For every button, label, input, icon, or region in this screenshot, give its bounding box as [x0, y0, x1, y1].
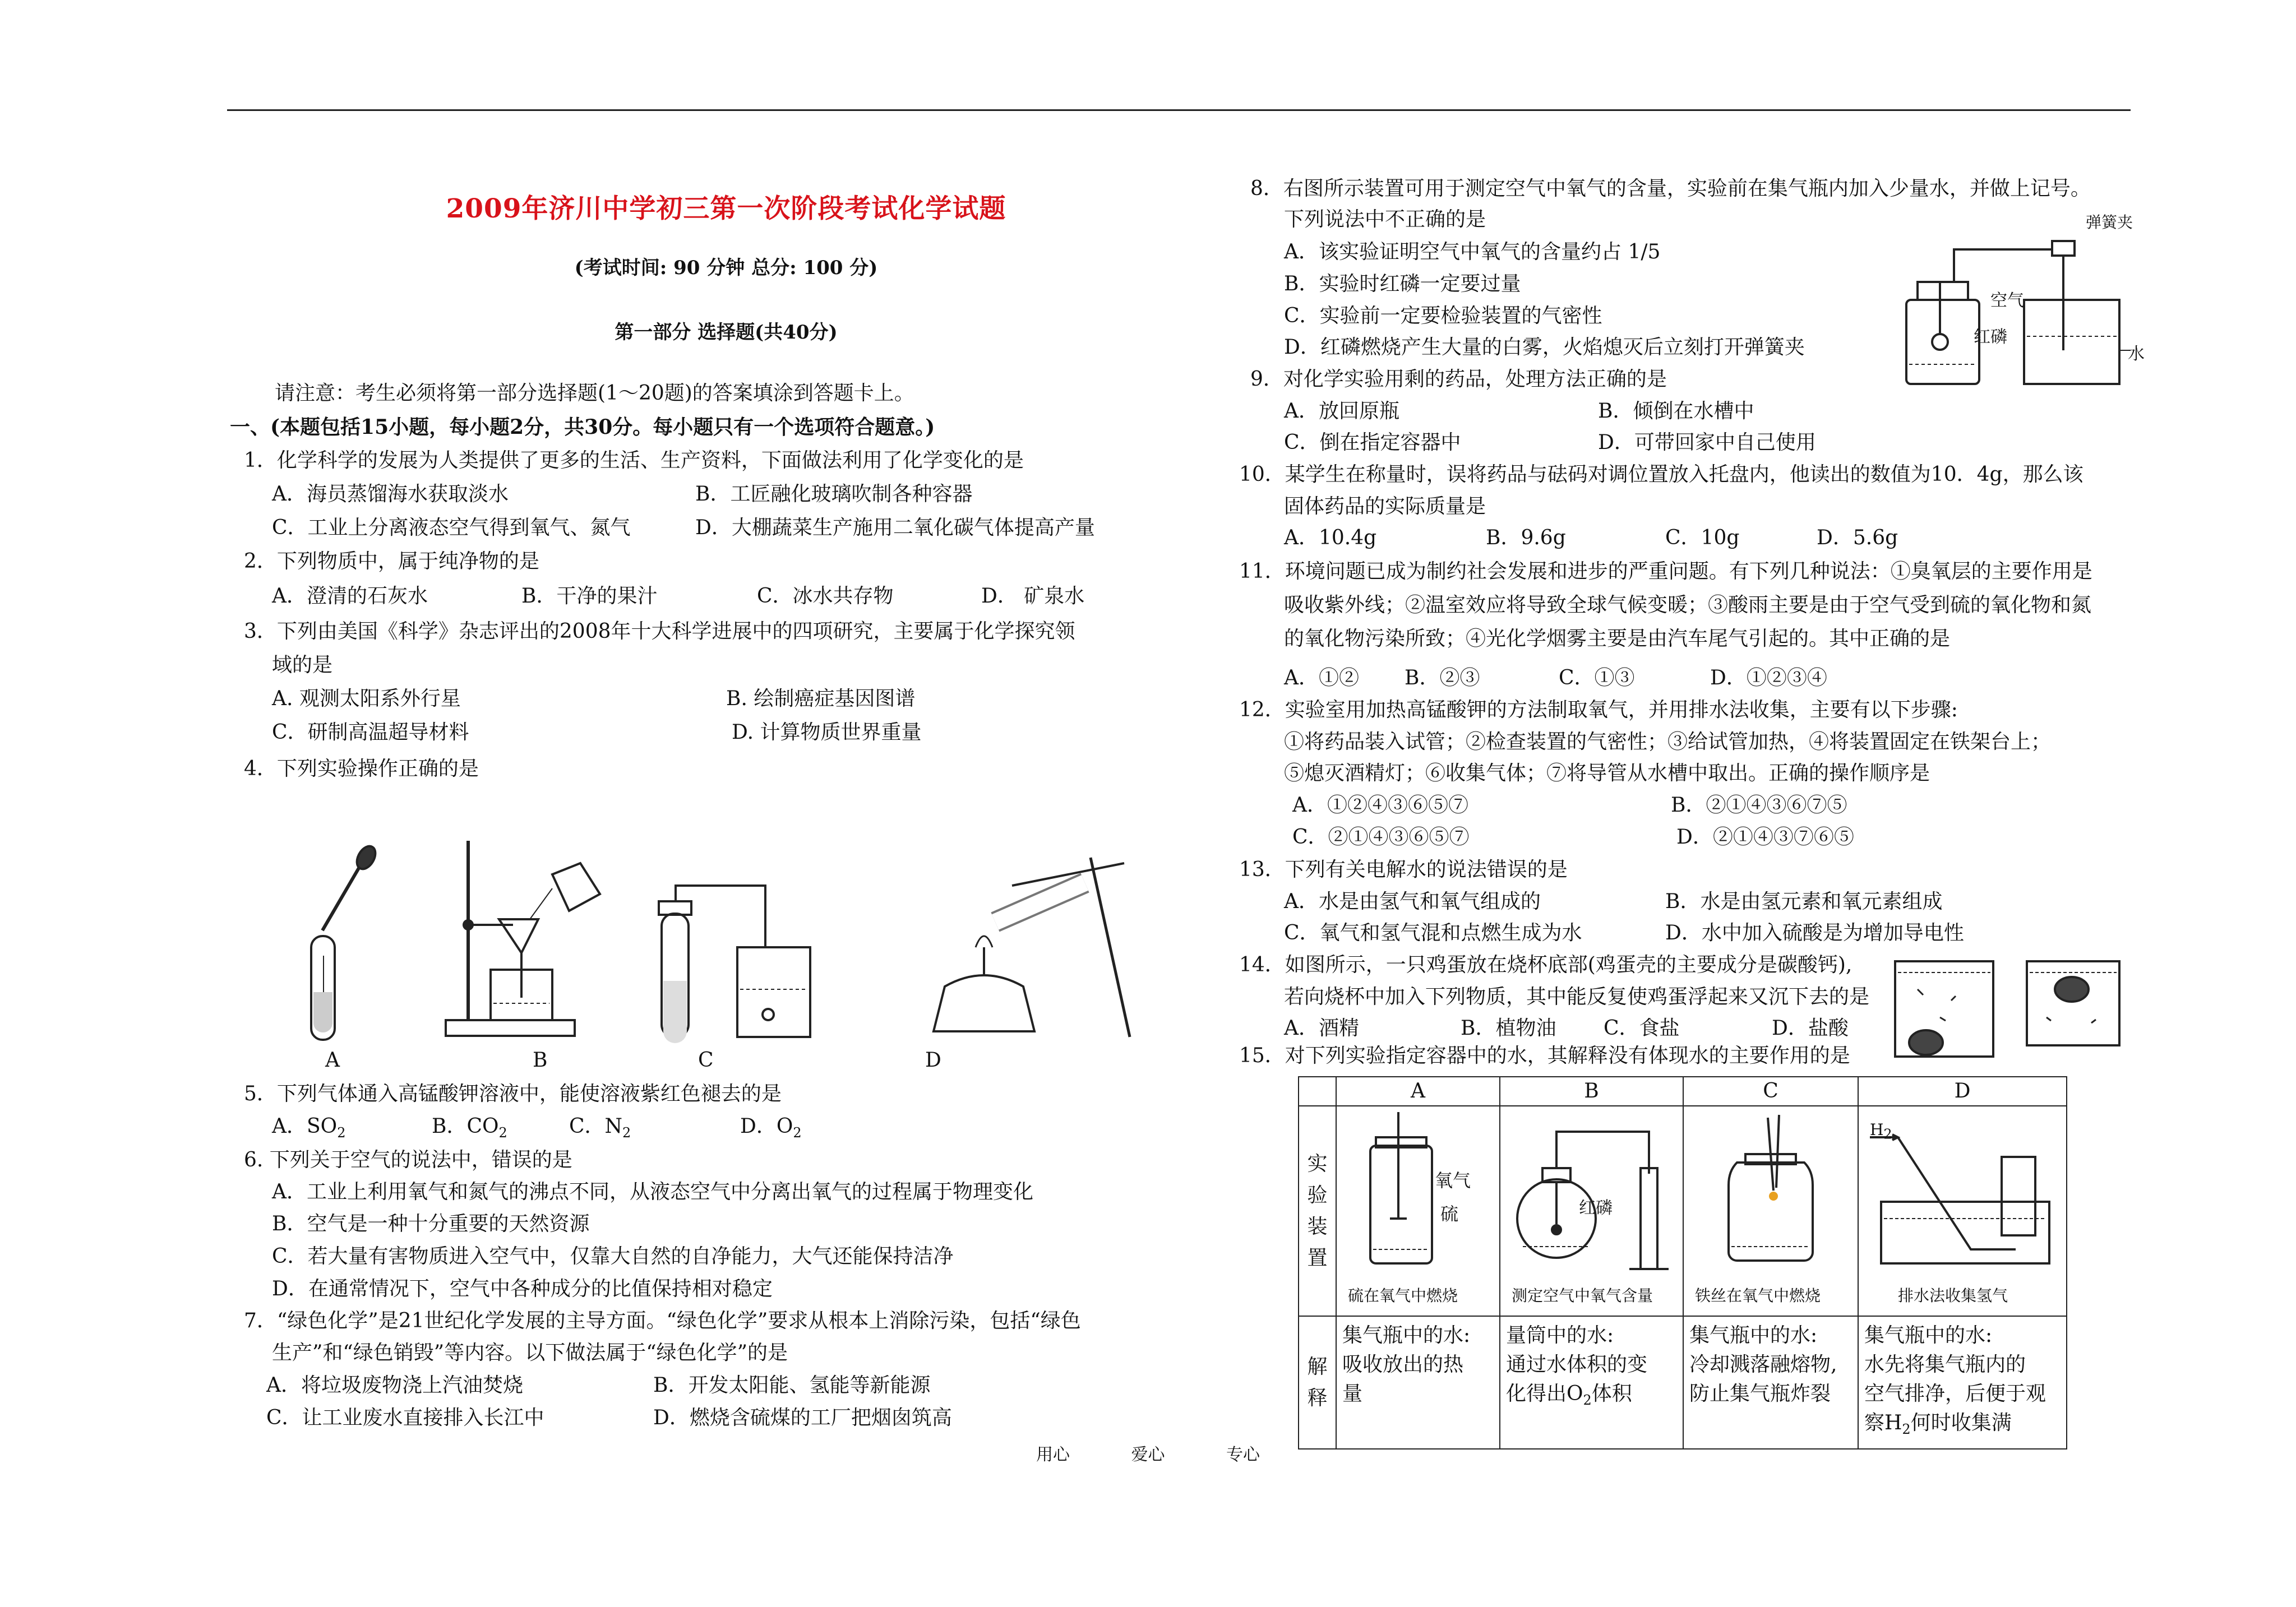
q15-a-label-sulfur: 硫 — [1440, 1203, 1459, 1225]
q11-option-c: C．①③ — [1559, 666, 1635, 689]
q1-stem: 1．化学科学的发展为人类提供了更多的生活、生产资料，下面做法利用了化学变化的是 — [244, 449, 1024, 472]
q4-figure-b-filtration-icon — [446, 841, 600, 1036]
q12-option-a: A．①②④③⑥⑤⑦ — [1292, 794, 1468, 817]
q7-stem-line1: 7．“绿色化学”是21世纪化学发展的主导方面。“绿色化学”要求从根本上消除污染，包括“绿色 — [244, 1309, 1081, 1332]
q5-stem: 5．下列气体通入高锰酸钾溶液中，能使溶液紫红色褪去的是 — [244, 1082, 782, 1105]
q15-stem: 15．对下列实验指定容器中的水，其解释没有体现水的主要作用的是 — [1239, 1044, 1850, 1067]
q15-b-label-phosphorus: 红磷 — [1579, 1198, 1613, 1218]
q14-option-a: A．酒精 — [1284, 1017, 1359, 1040]
q15-explanation-a: 集气瓶中的水: 吸收放出的热 量 — [1336, 1316, 1500, 1449]
q10-option-c: C．10g — [1665, 526, 1740, 549]
q4-label-d: D — [925, 1049, 941, 1072]
q3-stem-line2: 域的是 — [272, 654, 333, 677]
q15-cell-b-apparatus — [1500, 1106, 1683, 1316]
q12-stem-line2: ①将药品装入试管；②检查装置的气密性；③给试管加热，④将装置固定在铁架台上； — [1284, 730, 2052, 753]
q4-figure-d-heating-icon — [934, 858, 1130, 1037]
q6-option-a: A．工业上利用氧气和氮气的沸点不同，从液态空气中分离出氧气的过程属于物理变化 — [272, 1180, 1033, 1203]
q8-option-b: B．实验时红磷一定要过量 — [1284, 272, 1521, 295]
q13-option-d: D．水中加入硫酸是为增加导电性 — [1665, 921, 1964, 944]
footer-word-1: 用心 — [1036, 1445, 1070, 1465]
q15-oxygen-measurement-icon — [1500, 1106, 1683, 1277]
q13-option-b: B．水是由氢元素和氧元素组成 — [1665, 890, 1943, 913]
q15-table — [1298, 1076, 2067, 1449]
q8-option-c: C．实验前一定要检验装置的气密性 — [1284, 304, 1602, 327]
q1-option-b: B．工匠融化玻璃吹制各种容器 — [695, 483, 973, 506]
q15-caption-d: 排水法收集氢气 — [1898, 1286, 2008, 1305]
q2-option-b: B．干净的果汁 — [521, 585, 658, 608]
q15-d-label-h2: $H_2$ — [1870, 1120, 1892, 1142]
q15-cell-c-apparatus — [1683, 1106, 1858, 1316]
q14-beaker-egg-sunk-icon — [1895, 961, 1993, 1057]
q9-stem: 9．对化学实验用剩的药品，处理方法正确的是 — [1250, 368, 1667, 391]
q15-caption-b: 测定空气中氧气含量 — [1512, 1286, 1653, 1305]
q9-option-a: A．放回原瓶 — [1284, 400, 1399, 423]
q15-explanation-c: 集气瓶中的水: 冷却溅落融熔物, 防止集气瓶炸裂 — [1683, 1316, 1858, 1449]
q12-stem-line1: 12．实验室用加热高锰酸钾的方法制取氧气，并用排水法收集，主要有以下步骤: — [1239, 698, 1958, 721]
q4-figure-a-dropper-icon — [311, 843, 379, 1040]
q8-option-d: D．红磷燃烧产生大量的白雾，火焰熄灭后立刻打开弹簧夹 — [1284, 336, 1805, 359]
q15-header-d: D — [1858, 1077, 2067, 1106]
q15-row-apparatus-label: 实 验 装 置 — [1299, 1106, 1336, 1316]
q4-label-c: C — [698, 1049, 714, 1072]
section-one-heading: 一、(本题包括15小题，每小题2分，共30分。每小题只有一个选项符合题意。) — [230, 415, 935, 439]
q15-explanation-b: 量筒中的水: 通过水体积的变 化得出$O_2$体积 — [1500, 1316, 1683, 1449]
q10-stem-line2: 固体药品的实际质量是 — [1284, 495, 1486, 518]
q15-header-blank — [1299, 1077, 1336, 1106]
q2-stem: 2．下列物质中，属于纯净物的是 — [244, 550, 539, 573]
q7-stem-line2: 生产”和“绿色销毁”等内容。以下做法属于“绿色化学”的是 — [272, 1341, 788, 1364]
q5-option-b: B．$CO_2$ — [432, 1115, 507, 1141]
q3-option-b: B. 绘制癌症基因图谱 — [726, 687, 916, 710]
q3-option-a: A. 观测太阳系外行星 — [272, 687, 461, 710]
q8-label-clip: 弹簧夹 — [2086, 213, 2133, 231]
q6-option-b: B．空气是一种十分重要的天然资源 — [272, 1212, 590, 1235]
q6-option-c: C．若大量有害物质进入空气中，仅靠大自然的自净能力，大气还能保持洁净 — [272, 1245, 954, 1268]
q12-option-c: C．②①④③⑥⑤⑦ — [1292, 826, 1470, 849]
q5-option-c: C．$N_2$ — [569, 1115, 631, 1141]
q11-option-d: D．①②③④ — [1710, 666, 1827, 689]
notice: 请注意：考生必须将第一部分选择题(1～20题)的答案填涂到答题卡上。 — [275, 382, 914, 405]
q15-cell-a-apparatus — [1336, 1106, 1500, 1316]
q4-stem: 4．下列实验操作正确的是 — [244, 757, 479, 780]
q15-header-c: C — [1683, 1077, 1858, 1106]
q11-stem-line2: 吸收紫外线；②温室效应将导致全球气候变暖；③酸雨主要是由于空气受到硫的氧化物和氮 — [1284, 594, 2092, 617]
q8-stem-line2: 下列说法中不正确的是 — [1284, 208, 1486, 231]
q13-stem: 13．下列有关电解水的说法错误的是 — [1239, 858, 1568, 881]
q15-cell-d-apparatus — [1858, 1106, 2067, 1316]
q14-stem-line2: 若向烧杯中加入下列物质，其中能反复使鸡蛋浮起来又沉下去的是 — [1284, 985, 1870, 1008]
q13-option-a: A．水是由氢气和氧气组成的 — [1284, 890, 1541, 913]
q10-option-d: D．5.6g — [1817, 526, 1898, 549]
q12-stem-line3: ⑤熄灭酒精灯；⑥收集气体；⑦将导管从水槽中取出。正确的操作顺序是 — [1284, 762, 1930, 785]
q15-explanation-d: 集气瓶中的水: 水先将集气瓶内的 空气排净，后便于观 察$H_2$何时收集满 — [1858, 1316, 2067, 1449]
q9-option-b: B．倾倒在水槽中 — [1598, 400, 1754, 423]
q3-option-d: D. 计算物质世界重量 — [732, 721, 922, 744]
q9-option-d: D．可带回家中自己使用 — [1598, 431, 1816, 454]
q2-option-c: C．冰水共存物 — [757, 585, 894, 608]
q9-option-c: C．倒在指定容器中 — [1284, 431, 1461, 454]
q8-label-phosphorus: 红磷 — [1974, 327, 2007, 347]
q15-header-a: A — [1336, 1077, 1500, 1106]
page-title: 2009年济川中学初三第一次阶段考试化学试题 — [446, 193, 1006, 224]
q15-caption-c: 铁丝在氧气中燃烧 — [1695, 1286, 1821, 1305]
q14-option-b: B．植物油 — [1461, 1017, 1556, 1040]
q10-option-a: A．10.4g — [1284, 526, 1377, 549]
q11-option-b: B．②③ — [1405, 666, 1480, 689]
q11-option-a: A．①② — [1284, 666, 1359, 689]
q7-option-a: A．将垃圾废物浇上汽油焚烧 — [266, 1374, 523, 1397]
footer-word-2: 爱心 — [1131, 1445, 1165, 1465]
q1-option-a: A．海员蒸馏海水获取淡水 — [272, 483, 509, 506]
q8-stem-line1: 8．右图所示装置可用于测定空气中氧气的含量，实验前在集气瓶内加入少量水，并做上记号。 — [1250, 177, 2091, 200]
q1-option-c: C．工业上分离液态空气得到氧气、氮气 — [272, 516, 631, 539]
exam-info: (考试时间: 90 分钟 总分: 100 分) — [574, 257, 878, 279]
q12-option-d: D．②①④③⑦⑥⑤ — [1676, 826, 1854, 849]
q8-spring-clip-icon — [2052, 241, 2075, 256]
q11-stem-line1: 11．环境问题已成为制约社会发展和进步的严重问题。有下列几种说法：①臭氧层的主要作用是 — [1239, 560, 2092, 583]
q15-iron-wire-burning-icon — [1684, 1106, 1858, 1277]
q14-beaker-egg-floating-icon — [2027, 961, 2119, 1045]
q8-red-phosphorus-icon — [1932, 334, 1948, 350]
q4-figure — [289, 835, 1197, 1054]
q10-stem-line1: 10．某学生在称量时，误将药品与砝码对调位置放入托盘内，他读出的数值为10．4g，那么该 — [1239, 463, 2084, 486]
footer-word-3: 专心 — [1226, 1445, 1260, 1465]
page-footer — [0, 1441, 2296, 1465]
q2-option-d: D． 矿泉水 — [981, 585, 1085, 608]
q8-label-water: 水 — [2128, 344, 2145, 364]
q5-option-d: D．$O_2$ — [740, 1115, 802, 1141]
q15-caption-a: 硫在氧气中燃烧 — [1348, 1286, 1458, 1305]
q6-stem: 6. 下列关于空气的说法中，错误的是 — [244, 1148, 572, 1171]
q3-option-c: C．研制高温超导材料 — [272, 721, 469, 744]
q8-option-a: A．该实验证明空气中氧气的含量约占 1/5 — [1284, 240, 1661, 263]
q15-a-label-oxygen: 氧气 — [1435, 1170, 1471, 1191]
q4-label-b: B — [533, 1049, 548, 1072]
q1-option-d: D．大棚蔬菜生产施用二氧化碳气体提高产量 — [695, 516, 1095, 539]
q7-option-d: D．燃烧含硫煤的工厂把烟囱筑高 — [653, 1406, 952, 1429]
q13-option-c: C．氧气和氢气混和点燃生成为水 — [1284, 921, 1582, 944]
q14-option-c: C．食盐 — [1604, 1017, 1680, 1040]
q4-label-a: A — [325, 1049, 340, 1072]
q14-figure — [1884, 956, 2136, 1062]
q6-option-d: D．在通常情况下，空气中各种成分的比值保持相对稳定 — [272, 1277, 773, 1300]
q5-option-a: A．$SO_2$ — [272, 1115, 346, 1141]
q15-row-explanation-label: 解 释 — [1299, 1316, 1336, 1449]
q4-figure-c-apparatus-icon — [659, 886, 810, 1043]
q8-label-air: 空气 — [1990, 291, 2024, 311]
q14-option-d: D．盐酸 — [1772, 1017, 1849, 1040]
q15-header-b: B — [1500, 1077, 1683, 1106]
q3-stem-line1: 3．下列由美国《科学》杂志评出的2008年十大科学进展中的四项研究，主要属于化学探究领 — [244, 620, 1075, 643]
q12-option-b: B．②①④③⑥⑦⑤ — [1671, 794, 1847, 817]
q11-stem-line3: 的氧化物污染所致；④光化学烟雾主要是由汽车尾气引起的。其中正确的是 — [1284, 627, 1951, 650]
q10-option-b: B．9.6g — [1486, 526, 1566, 549]
q7-option-c: C．让工业废水直接排入长江中 — [266, 1406, 544, 1429]
q8-gas-bottle-icon — [1906, 300, 1979, 384]
q14-stem-line1: 14．如图所示，一只鸡蛋放在烧杯底部(鸡蛋壳的主要成分是碳酸钙), — [1239, 953, 1852, 976]
q7-option-b: B．开发太阳能、氢能等新能源 — [653, 1374, 931, 1397]
part-title: 第一部分 选择题(共40分) — [615, 321, 838, 344]
q15-sulfur-burning-icon — [1337, 1106, 1499, 1277]
q2-option-a: A．澄清的石灰水 — [272, 585, 428, 608]
header-rule — [227, 109, 2131, 111]
